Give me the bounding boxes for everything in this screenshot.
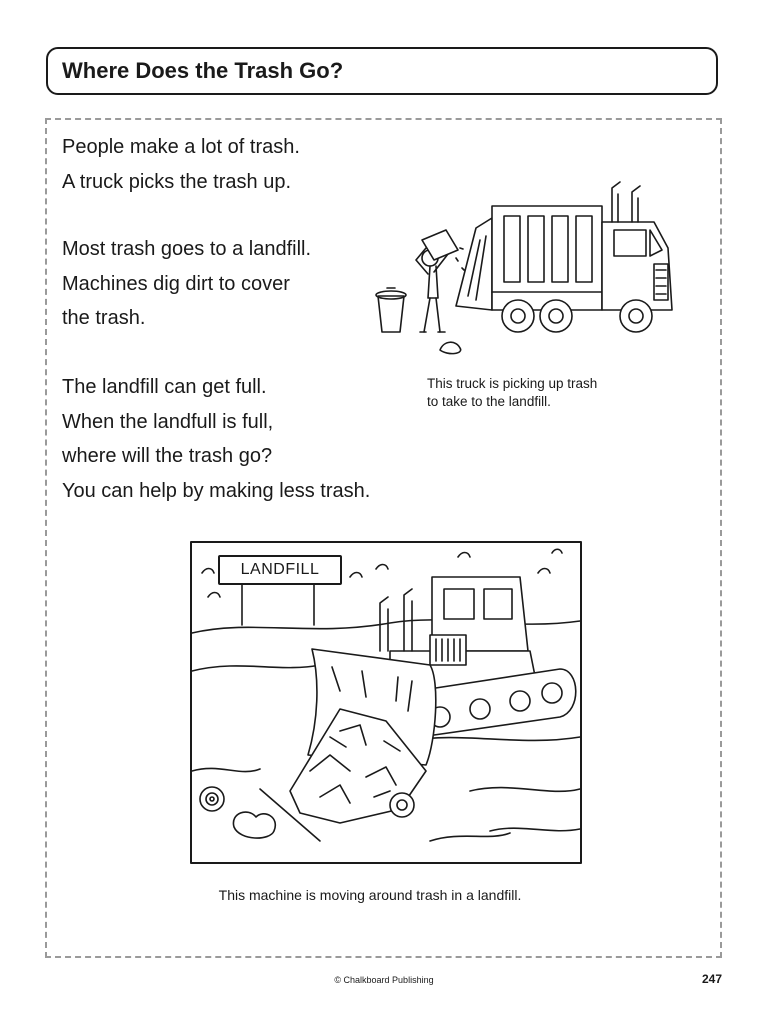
landfill-illustration (190, 541, 582, 864)
text-line: A truck picks the trash up. (62, 170, 291, 193)
paragraph-3 (62, 370, 370, 508)
text-line: where will the trash go? (62, 445, 273, 467)
landfill-sign-text: LANDFILL (240, 561, 320, 578)
page-number: 247 (701, 972, 722, 986)
caption-line: to take to the landfill. (427, 394, 551, 409)
publisher-credit: © Chalkboard Publishing (334, 975, 434, 985)
text-line: the trash. (62, 307, 146, 329)
caption-line: This truck is picking up trash (427, 376, 598, 391)
text-line: When the landfull is full, (62, 410, 274, 433)
title-box (46, 47, 718, 95)
text-line: You can help by making less trash. (62, 479, 371, 502)
paragraph-1 (62, 130, 300, 199)
landfill-sign (218, 555, 342, 585)
text-line: Most trash goes to a landfill. (62, 238, 312, 260)
page-title: Where Does the Trash Go? (62, 58, 344, 83)
text-line: Machines dig dirt to cover (62, 272, 290, 295)
text-line: People make a lot of trash. (62, 136, 300, 158)
truck-caption (427, 375, 597, 411)
garbage-truck-illustration (368, 178, 698, 363)
paragraph-2 (62, 232, 311, 336)
landfill-caption: This machine is moving around trash in a landfill. (218, 887, 522, 903)
text-line: The landfill can get full. (62, 376, 267, 398)
